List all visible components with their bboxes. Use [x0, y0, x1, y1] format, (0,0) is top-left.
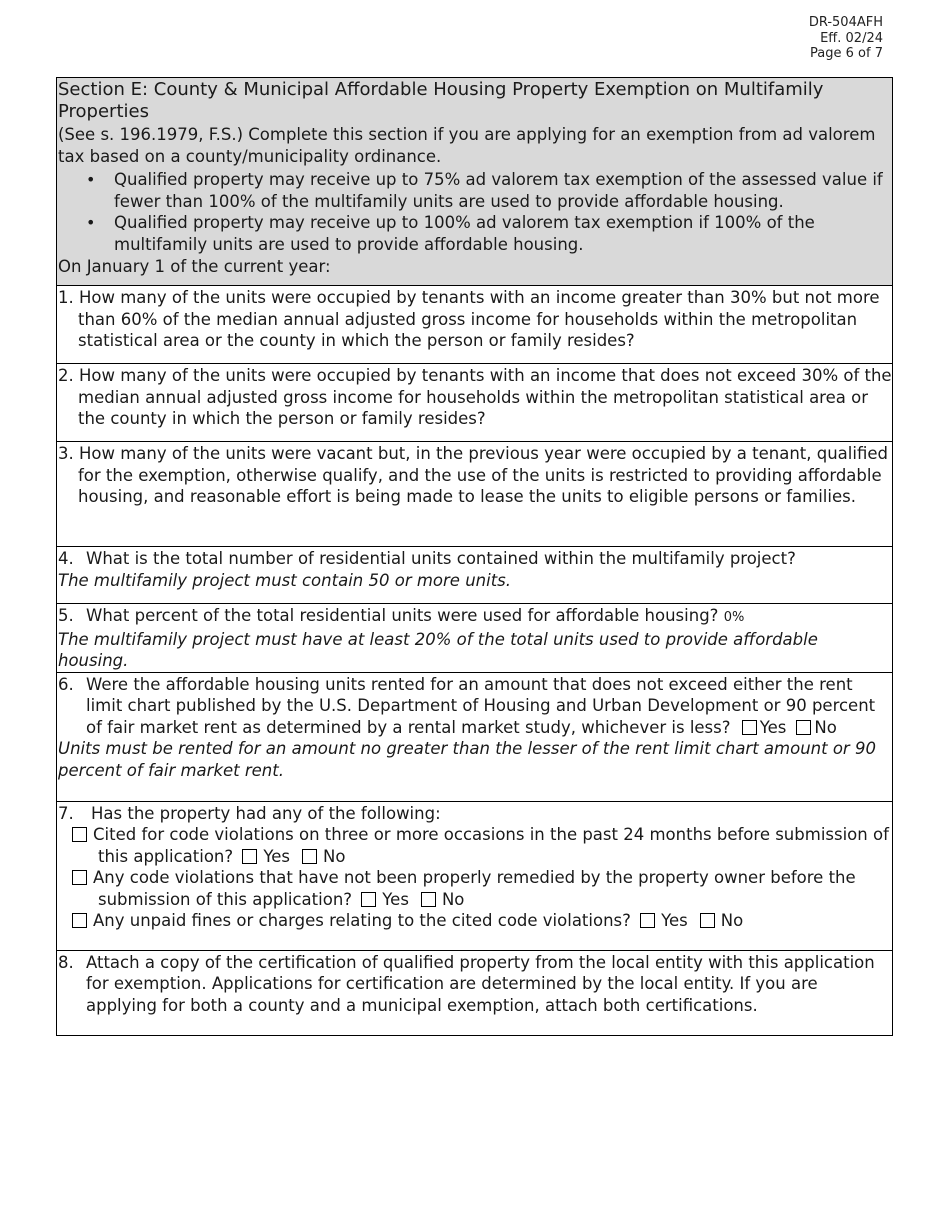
q7-item-1-yes-checkbox[interactable] [242, 849, 257, 864]
q7-item-3-yes-label: Yes [661, 911, 688, 930]
q7-item-1-no-label: No [323, 846, 346, 866]
q7-item-2 [58, 867, 892, 910]
q7-item-2-no-checkbox[interactable] [421, 892, 436, 907]
question-1-text: 1. How many of the units were occupied by tenants with an income greater than 30% but not more than 60% of the median annual adjusted gross income for households within the metropolitan statistical area or the county in which the person or family resides? [58, 288, 880, 350]
date-line: On January 1 of the current year: [58, 257, 331, 276]
q6-yes-label: Yes [759, 717, 787, 737]
q7-item-2-label: Any code violations that have not been properly remedied by the property owner before the submission of this application? [93, 868, 856, 909]
section-title: Section E: County & Municipal Affordable Housing Property Exemption on Multifamily Properties [58, 79, 824, 122]
question-3-cell[interactable] [57, 442, 893, 547]
question-4-note: The multifamily project must contain 50 or more units. [58, 570, 512, 590]
section-header-cell [57, 78, 893, 286]
question-8-text [58, 951, 892, 1017]
q6-no-checkbox[interactable] [796, 720, 811, 735]
q7-item-1-no-checkbox[interactable] [302, 849, 317, 864]
question-8-label: Attach a copy of the certification of qualified property from the local entity with this application for exemption. Applications for certification are determined by the local entity. If you are applying for both a county and a municipal exemption, attach both certifications. [86, 952, 875, 1015]
affordable-percent-field[interactable]: 0% [723, 610, 745, 625]
question-5-text [58, 604, 892, 629]
bullet-item: • Qualified property may receive up to 75% ad valorem tax exemption of the assessed value if fewer than 100% of the multifamily units are used to provide affordable housing. [114, 169, 892, 212]
q7-item-3-label: Any unpaid fines or charges relating to the cited code violations? [93, 911, 631, 930]
q7-item-1-label: Cited for code violations on three or more occasions in the past 24 months before submission of this application? [93, 825, 889, 866]
effective-date: Eff. 02/24 [820, 30, 883, 46]
question-7-number: 7. [58, 803, 74, 823]
question-6-text [58, 673, 892, 739]
question-6-label: Were the affordable housing units rented for an amount that does not exceed either the rent limit chart published by the U.S. Department of Housing and Urban Development or 90 percent of fair market rent as determined by a rental market study, whichever is less? [86, 674, 876, 737]
question-5-number: 5. [58, 606, 74, 625]
q7-item-3 [58, 910, 892, 932]
question-7-cell [57, 801, 893, 950]
bullet-item: • Qualified property may receive up to 100% ad valorem tax exemption if 100% of the multifamily units are used to provide affordable housing. [114, 212, 892, 255]
q7-item-1-checkbox[interactable] [72, 827, 87, 842]
q7-item-2-checkbox[interactable] [72, 870, 87, 885]
section-e-table [56, 77, 893, 1036]
q7-item-1 [58, 824, 892, 867]
question-7-label: Has the property had any of the following: [91, 803, 441, 823]
q7-item-2-no-label: No [441, 889, 465, 909]
q7-item-3-no-label: No [720, 911, 744, 930]
question-4-text [58, 547, 892, 570]
question-1-cell[interactable] [57, 286, 893, 364]
q6-yes-checkbox[interactable] [742, 720, 757, 735]
question-7-text [58, 802, 892, 825]
question-2-cell[interactable] [57, 364, 893, 442]
q7-item-3-yes-checkbox[interactable] [640, 913, 655, 928]
form-id: DR-504AFH [808, 15, 883, 30]
question-5-note: The multifamily project must have at least 20% of the total units used to provide affordable housing. [58, 629, 818, 670]
q7-item-2-yes-checkbox[interactable] [361, 892, 376, 907]
question-6-number: 6. [58, 674, 74, 694]
question-8-number: 8. [58, 952, 74, 972]
question-8-cell [57, 950, 893, 1035]
question-4-label: What is the total number of residential units contained within the multifamily project? [86, 549, 796, 568]
exemption-bullets [58, 169, 892, 255]
question-4-cell[interactable] [57, 547, 893, 604]
question-4-number: 4. [58, 549, 74, 568]
question-6-note: Units must be rented for an amount no greater than the lesser of the rent limit chart amount or 90 percent of fair market rent. [58, 739, 876, 780]
q7-item-1-yes-label: Yes [263, 846, 291, 866]
form-header [809, 15, 883, 62]
question-3-text: 3. How many of the units were vacant but, in the previous year were occupied by a tenant, qualified for the exemption, otherwise qualify, and the use of the units is restricted to providing affordable housing, and reasonable effort is being made to lease the units to eligible persons or families. [58, 444, 888, 506]
q7-item-2-yes-label: Yes [382, 889, 409, 909]
page-number: Page 6 of 7 [810, 46, 883, 61]
section-intro: (See s. 196.1979, F.S.) Complete this section if you are applying for an exemption from ad valorem tax based on a county/municipality ordinance. [58, 125, 876, 166]
q7-item-3-no-checkbox[interactable] [700, 913, 715, 928]
question-5-label: What percent of the total residential units were used for affordable housing? [86, 606, 719, 625]
question-6-cell [57, 672, 893, 801]
question-5-cell [57, 604, 893, 673]
question-2-text: 2. How many of the units were occupied by tenants with an income that does not exceed 30% of the median annual adjusted gross income for households within the metropolitan statistical area or the county in which the person or family resides? [58, 366, 892, 428]
q6-no-label: No [814, 717, 837, 737]
q7-item-3-checkbox[interactable] [72, 913, 87, 928]
